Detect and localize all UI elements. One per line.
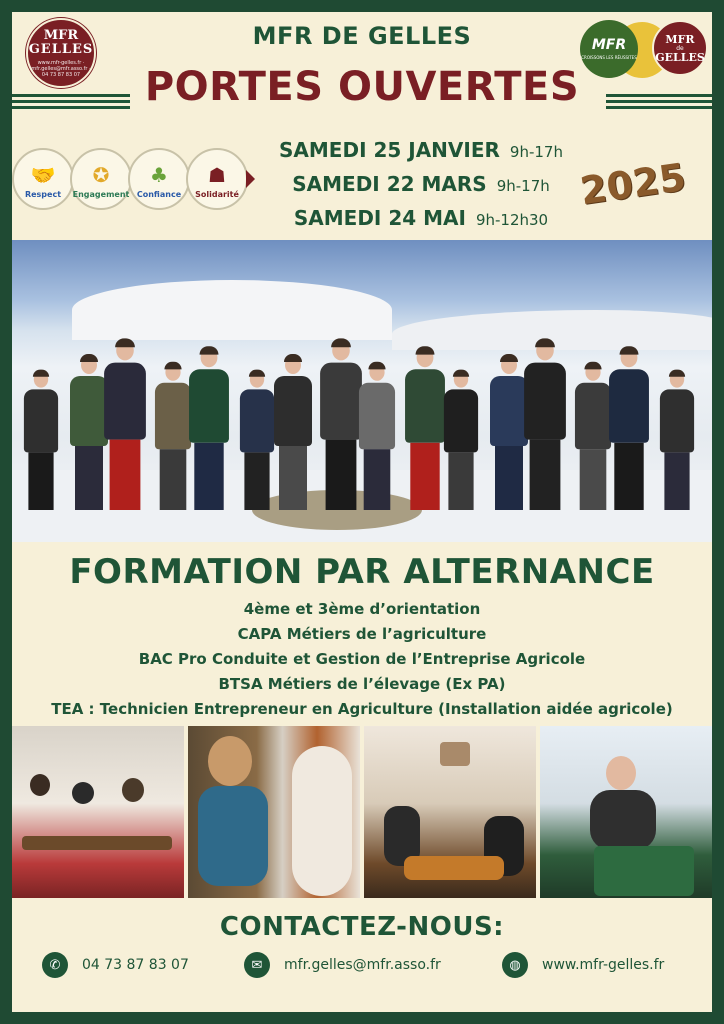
website-link[interactable]: www.mfr-gelles.fr (542, 957, 665, 973)
event-title: PORTES OUVERTES (144, 64, 580, 110)
year-label: 2025 (577, 154, 689, 214)
badge-line3: GELLES (655, 50, 705, 64)
team-icon: ✪ (92, 163, 110, 187)
phone-icon: ✆ (42, 952, 68, 978)
logo-line2: GELLES (28, 41, 94, 57)
contact-phone[interactable] (42, 950, 189, 980)
student-figure (660, 370, 694, 510)
photo-student-tshirt (540, 726, 712, 898)
date-row (256, 138, 586, 172)
logo-line1: MFR (43, 27, 79, 43)
value-label: Confiance (136, 190, 182, 199)
open-days-list (256, 138, 586, 240)
students-group (12, 310, 712, 510)
photo-strip (12, 726, 712, 898)
envelope-icon: ✉ (244, 952, 270, 978)
group-icon: ☗ (208, 163, 226, 187)
student-figure (189, 346, 229, 510)
contact-website[interactable] (502, 950, 664, 980)
value-solidarite (186, 148, 248, 210)
network-name: MFR (591, 37, 627, 53)
student-figure (320, 338, 362, 510)
program-item: BAC Pro Conduite et Gestion de l’Entreprise Agricole (138, 650, 586, 668)
student-figure (24, 370, 58, 510)
student-figure (405, 346, 445, 510)
value-label: Respect (24, 190, 62, 199)
mfr-network-logo (580, 20, 638, 78)
decorative-stripes-right (606, 94, 712, 110)
student-figure (609, 346, 649, 510)
globe-icon: ◍ (502, 952, 528, 978)
group-photo-snow (12, 240, 712, 542)
arrow-icon (246, 170, 255, 188)
program-item: BTSA Métiers de l’élevage (Ex PA) (218, 675, 506, 693)
poster (12, 12, 712, 1012)
badge-line2: de (676, 44, 684, 52)
program-item: TEA : Technicien Entrepreneur en Agriculture (Installation aidée agricole) (51, 700, 673, 718)
mfr-gelles-small-logo (652, 20, 708, 76)
photo-cooking-class (364, 726, 536, 898)
value-label: Engagement (72, 190, 130, 199)
date-day: SAMEDI 24 MAI (293, 206, 466, 230)
student-figure (240, 370, 274, 510)
value-engagement (70, 148, 132, 210)
programs-list (12, 597, 712, 722)
logo-contact-text: www.mfr-gelles.fr · mfr.gelles@mfr.asso.fr · 04 73 87 83 07 (31, 59, 91, 78)
decorative-stripes-left (12, 94, 130, 110)
date-row (256, 206, 586, 240)
formation-title: FORMATION PAR ALTERNANCE (69, 552, 655, 592)
date-row (256, 172, 586, 206)
student-figure (155, 362, 191, 510)
help-icon: ♣ (150, 163, 168, 187)
contact-row (12, 950, 712, 980)
date-day: SAMEDI 25 JANVIER (279, 138, 500, 162)
student-figure (359, 362, 395, 510)
date-hours: 9h-17h (496, 177, 550, 195)
contact-email[interactable] (244, 950, 441, 980)
photo-shop-stand (12, 726, 184, 898)
student-figure (104, 338, 146, 510)
email-address[interactable]: mfr.gelles@mfr.asso.fr (284, 957, 441, 973)
student-figure (524, 338, 566, 510)
photo-cow-milking (188, 726, 360, 898)
badge-line1: MFR (665, 32, 695, 46)
program-item: CAPA Métiers de l’agriculture (237, 625, 487, 643)
program-item: 4ème et 3ème d’orientation (243, 600, 481, 618)
student-figure (490, 354, 528, 510)
value-respect (12, 148, 74, 210)
student-figure (274, 354, 312, 510)
contact-title: CONTACTEZ-NOUS: (219, 912, 505, 942)
student-figure (70, 354, 108, 510)
phone-number[interactable]: 04 73 87 83 07 (82, 957, 189, 973)
network-tagline: CROISSONS LES RÉUSSITES (581, 55, 637, 60)
value-label: Solidarité (195, 190, 239, 199)
network-logos (580, 20, 708, 80)
student-figure (444, 370, 478, 510)
student-figure (575, 362, 611, 510)
date-day: SAMEDI 22 MARS (292, 172, 487, 196)
date-hours: 9h-12h30 (475, 211, 549, 229)
handshake-icon: 🤝 (30, 163, 56, 187)
value-confiance (128, 148, 190, 210)
date-hours: 9h-17h (509, 143, 563, 161)
values-row (12, 148, 252, 218)
school-title: MFR DE GELLES (252, 22, 472, 50)
